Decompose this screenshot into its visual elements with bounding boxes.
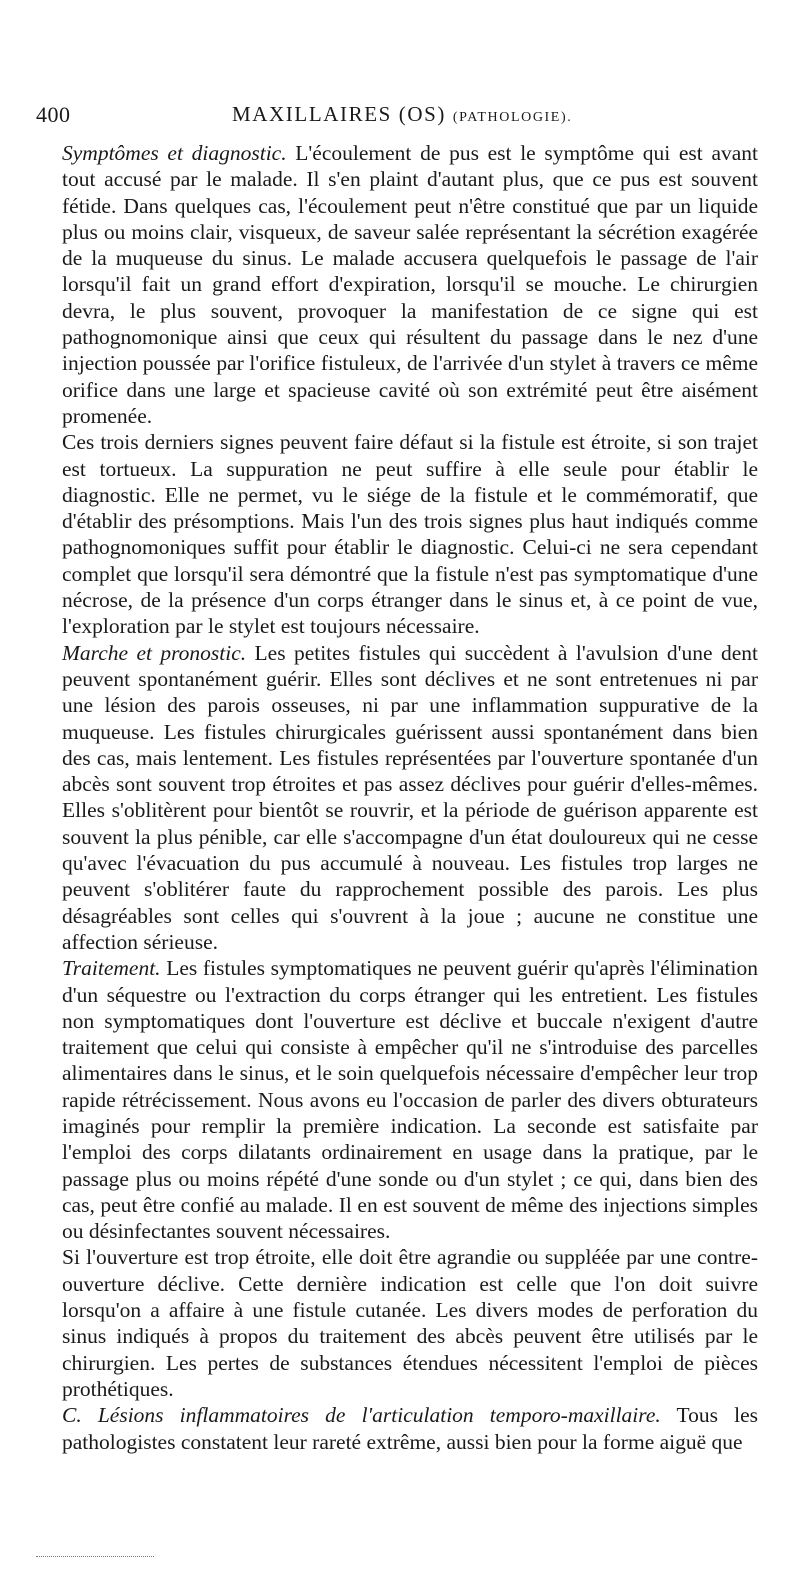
paragraph-ouverture	[62, 1244, 758, 1402]
paragraph-text: Si l'ouverture est trop étroite, elle doit être agrandie ou suppléée par une contre-ouverture déclive. Cette dernière indication est celle que l'on doit suivre lorsqu'on a affaire à une fistule cutanée. Les divers modes de perforation du sinus indiqués à propos du traitement des abcès peuvent être utilisés par le chirurgien. Les pertes de substances étendues nécessitent l'emploi de pièces prothétiques.	[62, 1245, 758, 1401]
paragraph-text: Ces trois derniers signes peuvent faire défaut si la fistule est étroite, si son trajet est tortueux. La suppuration ne peut suffire à elle seule pour établir le diagnostic. Elle ne permet, vu le siége de la fistule et le commémoratif, que d'établir des présomptions. Mais l'un des trois signes plus haut indiqués comme pathognomoniques suffit pour établir le diagnostic. Celui-ci ne sera cependant complet que lorsqu'il sera démontré que la fistule n'est pas symptomatique d'une nécrose, de la présence d'un corps étranger dans le sinus et, à ce point de vue, l'exploration par le stylet est toujours nécessaire.	[62, 430, 758, 639]
paragraph-traitement	[62, 955, 758, 1244]
paragraph-marche	[62, 640, 758, 956]
paragraph-text: Tous les pathologistes constatent leur rareté extrême, aussi bien pour la forme aiguë que	[62, 1403, 758, 1454]
running-title-main: MAXILLAIRES (OS)	[232, 102, 447, 126]
body-text	[62, 140, 758, 1455]
page-header	[36, 100, 756, 134]
section-heading-symptomes: Symptômes et diagnostic.	[62, 141, 287, 165]
paragraph-lesions	[62, 1402, 758, 1455]
section-heading-lesions: C. Lésions inflammatoires de l'articulation temporo-maxillaire.	[62, 1403, 661, 1428]
section-heading-marche: Marche et pronostic.	[62, 640, 247, 665]
paragraph-text: Les fistules symptomatiques ne peuvent guérir qu'après l'élimination d'un séquestre ou l'extraction du corps étranger qui les entretient. Les fistules non symptomatiques dont l'ouverture est déclive et buccale n'exigent d'autre traitement que celui qui consiste à empêcher qu'il ne s'introduise des parcelles alimentaires dans le sinus, et le soin quelquefois nécessaire d'empêcher leur trop rapide rétrécissement. Nous avons eu l'occasion de parler des divers obturateurs imaginés pour remplir la première indication. La seconde est satisfaite par l'emploi des corps dilatants ordinairement en usage dans la pratique, par le passage plus ou moins répété d'une sonde ou d'un stylet ; ce qui, dans bien des cas, peut être confié au malade. Il en est souvent de même des injections simples ou désinfectantes souvent nécessaires.	[62, 956, 758, 1244]
paragraph-symptomes	[62, 140, 758, 429]
running-title	[232, 102, 572, 127]
section-heading-traitement: Traitement.	[62, 956, 161, 981]
footer-rule	[36, 1556, 154, 1557]
running-title-subtitle: (PATHOLOGIE).	[452, 110, 573, 125]
paragraph-text: Les petites fistules qui succèdent à l'avulsion d'une dent peuvent spontanément guérir. Elles sont déclives et ne sont entretenues ni par une lésion des parois osseuses, ni par une inflammation suppurative de la muqueuse. Les fistules chirurgicales guérissent aussi spontanément dans bien des cas, mais lentement. Les fistules représentées par l'ouverture spontanée d'un abcès sont souvent trop étroites et pas assez déclives pour guérir d'elles-mêmes. Elles s'oblitèrent pour bientôt se rouvrir, et la période de guérison apparente est souvent la plus pénible, car elle s'accompagne d'un état douloureux qui ne cesse qu'avec l'évacuation du pus accumulé à nouveau. Les fistules trop larges ne peuvent s'oblitérer faute du rapprochement possible des parois. Les plus désagréables sont celles qui s'ouvrent à la joue ; aucune ne constitue une affection sérieuse.	[62, 640, 758, 954]
paragraph-signes	[62, 429, 758, 639]
paragraph-text: L'écoulement de pus est le symptôme qui est avant tout accusé par le malade. Il s'en plaint d'autant plus, que ce pus est souvent fétide. Dans quelques cas, l'écoulement peut n'être constitué que par un liquide plus ou moins clair, visqueux, de saveur salée représentant la sécrétion exagérée de la muqueuse du sinus. Le malade accusera quelquefois le passage de l'air lorsqu'il fait un grand effort d'expiration, lorsqu'il se mouche. Le chirurgien devra, le plus souvent, provoquer la manifestation de ce signe qui est pathognomonique ainsi que ceux qui résultent du passage dans le nez d'une injection poussée par l'orifice fistuleux, de l'arrivée d'un stylet à travers ce même orifice dans une large et spacieuse cavité où son extrémité peut être aisément promenée.	[62, 141, 758, 428]
page-number: 400	[36, 102, 71, 127]
